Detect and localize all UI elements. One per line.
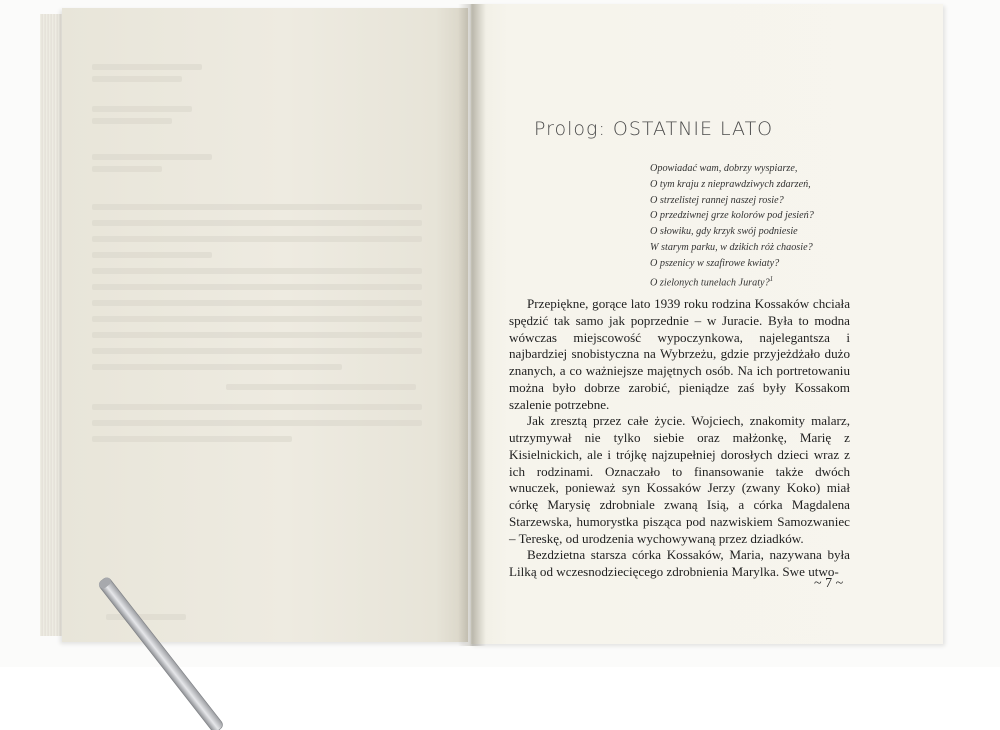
poem-line: O pszenicy w szafirowe kwiaty? xyxy=(650,257,780,269)
book-gutter xyxy=(458,4,486,646)
page-number: ~ 7 ~ xyxy=(814,576,844,591)
paragraph: Przepiękne, gorące lato 1939 roku rodzina Kossaków chciała spędzić tak samo jak poprzednie – w Juracie. Była to modna wówczas miejscowość wypoczynkowa, najelegantsza i najbardziej snobistyczna na Wybrzeżu, gdzie przyjeżdżało dużo znanych, a co ważniejsze majętnych osób. Na ich portretowaniu można było dobrze zarobić, pieniądze zaś były Kossakom szalenie potrzebne. xyxy=(509,296,850,412)
poem-line: O zielonych tunelach Juraty? xyxy=(650,276,770,288)
poem-line: O przedziwnej grze kolorów pod jesień? xyxy=(650,210,814,222)
chapter-body xyxy=(509,296,850,581)
poem-line: Opowiadać wam, dobrzy wyspiarze, xyxy=(650,163,798,174)
poem-line-last xyxy=(650,272,880,291)
paragraph: Bezdzietna starsza córka Kossaków, Maria, nazywana była Lilką od wczesnodziecięcego zdrobnienia Marylka. Swe utwo- xyxy=(509,547,850,579)
paragraph: Jak zresztą przez całe życie. Wojciech, znakomity malarz, utrzymywał nie tylko siebie oraz małżonkę, Marię z Kisielnickich, ale i trójkę najzupełniej dorosłych dzieci wraz z ich rodzinami. Oznaczało to finansowanie także dwóch wnuczek, ponieważ syn Kossaków Jerzy (zwany Koko) miał córkę Marysię zdrobniale zwaną Isią, a córka Magdalena Starzewska, humorystka pisząca pod nazwiskiem Samozwaniec – Tereskę, od urodzenia wychowywaną przez dziadków. xyxy=(509,413,850,546)
show-through-text xyxy=(86,54,446,654)
footnote-marker: 1 xyxy=(769,274,774,283)
left-page-blank xyxy=(62,8,468,642)
poem-line: O strzelistej rannej naszej rosie? xyxy=(650,194,784,206)
poem-line: W starym parku, w dzikich róż chaosie? xyxy=(650,241,813,253)
epigraph-poem xyxy=(650,161,880,291)
chapter-title: Prolog: OSTATNIE LATO xyxy=(534,118,774,140)
poem-line: O tym kraju z nieprawdziwych zdarzeń, xyxy=(650,178,811,190)
poem-line: O słowiku, gdy krzyk swój podniesie xyxy=(650,226,798,238)
